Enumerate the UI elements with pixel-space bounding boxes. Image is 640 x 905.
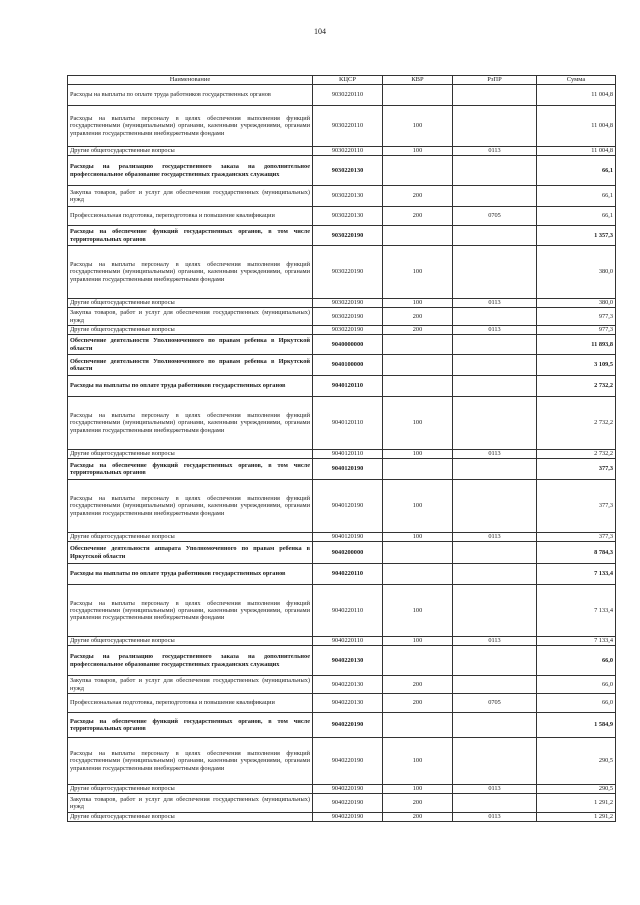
cell-sum: 66,0	[537, 646, 616, 676]
cell-kvr: 100	[383, 533, 453, 542]
table-row	[68, 207, 616, 226]
table-row	[68, 813, 616, 822]
cell-rzpr	[453, 480, 537, 533]
cell-kcsr: 9040120110	[313, 376, 383, 397]
cell-name: Другие общегосударственные вопросы	[68, 299, 313, 308]
table-row	[68, 156, 616, 186]
cell-kcsr: 9040220130	[313, 676, 383, 694]
table-row	[68, 542, 616, 564]
cell-sum: 8 784,3	[537, 542, 616, 564]
cell-sum: 11 004,8	[537, 147, 616, 156]
cell-sum: 66,1	[537, 186, 616, 207]
cell-name: Другие общегосударственные вопросы	[68, 147, 313, 156]
table-row	[68, 226, 616, 246]
table-row	[68, 147, 616, 156]
table-row	[68, 299, 616, 308]
cell-kvr: 100	[383, 106, 453, 147]
cell-kcsr: 9030220130	[313, 207, 383, 226]
cell-kvr	[383, 713, 453, 738]
cell-kcsr: 9040220130	[313, 646, 383, 676]
cell-kcsr: 9040120190	[313, 533, 383, 542]
table-row	[68, 397, 616, 450]
cell-rzpr	[453, 676, 537, 694]
table-row	[68, 637, 616, 646]
cell-sum: 377,3	[537, 533, 616, 542]
cell-sum: 66,1	[537, 207, 616, 226]
cell-name: Расходы на обеспечение функций государственных органов, в том числе территориальных органов	[68, 713, 313, 738]
table-row	[68, 450, 616, 459]
cell-sum: 380,0	[537, 246, 616, 299]
cell-kcsr: 9040220190	[313, 794, 383, 813]
cell-rzpr	[453, 308, 537, 326]
cell-rzpr: 0113	[453, 299, 537, 308]
table-row	[68, 564, 616, 585]
cell-rzpr: 0113	[453, 147, 537, 156]
cell-kcsr: 9030220190	[313, 226, 383, 246]
cell-name: Расходы на обеспечение функций государственных органов, в том числе территориальных органов	[68, 226, 313, 246]
cell-kvr: 100	[383, 397, 453, 450]
cell-kvr	[383, 459, 453, 480]
table-row	[68, 335, 616, 355]
table-row	[68, 585, 616, 637]
cell-name: Закупка товаров, работ и услуг для обеспечения государственных (муниципальных) нужд	[68, 186, 313, 207]
cell-name: Расходы на реализацию государственного заказа на дополнительное профессиональное образование государственных гражданских служащих	[68, 156, 313, 186]
cell-name: Другие общегосударственные вопросы	[68, 450, 313, 459]
table-body	[68, 85, 616, 822]
cell-kvr: 100	[383, 147, 453, 156]
cell-kvr	[383, 376, 453, 397]
cell-rzpr: 0113	[453, 326, 537, 335]
cell-kvr: 200	[383, 207, 453, 226]
cell-name: Расходы на выплаты по оплате труда работников государственных органов	[68, 564, 313, 585]
cell-kcsr: 9040220130	[313, 694, 383, 713]
budget-table	[67, 75, 616, 822]
cell-name: Расходы на выплаты персоналу в целях обеспечения выполнения функций государственными (муниципальными) органами, казенными учреждениями, органами управления государственными внебюджетными фондами	[68, 585, 313, 637]
table-row	[68, 785, 616, 794]
cell-name: Закупка товаров, работ и услуг для обеспечения государственных (муниципальных) нужд	[68, 308, 313, 326]
cell-name: Другие общегосударственные вопросы	[68, 637, 313, 646]
cell-kvr: 200	[383, 676, 453, 694]
cell-kcsr: 9040120190	[313, 480, 383, 533]
cell-rzpr: 0113	[453, 813, 537, 822]
cell-rzpr	[453, 226, 537, 246]
cell-kvr: 100	[383, 637, 453, 646]
cell-name: Расходы на обеспечение функций государственных органов, в том числе территориальных органов	[68, 459, 313, 480]
cell-rzpr	[453, 646, 537, 676]
cell-rzpr: 0113	[453, 637, 537, 646]
cell-kvr: 200	[383, 308, 453, 326]
cell-name: Другие общегосударственные вопросы	[68, 533, 313, 542]
cell-kcsr: 9030220190	[313, 308, 383, 326]
cell-kvr: 100	[383, 738, 453, 785]
cell-sum: 2 732,2	[537, 450, 616, 459]
cell-kvr	[383, 646, 453, 676]
table-row	[68, 713, 616, 738]
cell-name: Обеспечение деятельности Уполномоченного по правам ребенка в Иркутской области	[68, 335, 313, 355]
cell-sum: 290,5	[537, 785, 616, 794]
cell-rzpr	[453, 794, 537, 813]
cell-name: Расходы на выплаты персоналу в целях обеспечения выполнения функций государственными (муниципальными) органами, казенными учреждениями, органами управления государственными внебюджетными фондами	[68, 106, 313, 147]
header-sum: Сумма	[537, 76, 616, 85]
cell-sum: 7 133,4	[537, 637, 616, 646]
cell-name: Другие общегосударственные вопросы	[68, 326, 313, 335]
cell-kvr: 100	[383, 246, 453, 299]
cell-kcsr: 9040120110	[313, 397, 383, 450]
cell-rzpr: 0705	[453, 207, 537, 226]
cell-kcsr: 9040100000	[313, 355, 383, 376]
header-rzpr: РзПР	[453, 76, 537, 85]
table-row	[68, 308, 616, 326]
cell-sum: 7 133,4	[537, 564, 616, 585]
cell-name: Обеспечение деятельности Уполномоченного по правам ребенка в Иркутской области	[68, 355, 313, 376]
cell-sum: 66,0	[537, 694, 616, 713]
table-row	[68, 646, 616, 676]
cell-rzpr	[453, 542, 537, 564]
cell-kcsr: 9030220130	[313, 186, 383, 207]
cell-rzpr	[453, 585, 537, 637]
header-kcsr: КЦСР	[313, 76, 383, 85]
cell-rzpr	[453, 156, 537, 186]
table-row	[68, 694, 616, 713]
cell-kcsr: 9040220190	[313, 813, 383, 822]
table-header-row	[68, 76, 616, 85]
cell-name: Расходы на выплаты по оплате труда работников государственных органов	[68, 376, 313, 397]
cell-rzpr	[453, 186, 537, 207]
cell-kvr	[383, 85, 453, 106]
cell-kcsr: 9040220110	[313, 637, 383, 646]
cell-kvr	[383, 226, 453, 246]
cell-name: Профессиональная подготовка, переподготовка и повышение квалификации	[68, 694, 313, 713]
cell-kvr: 200	[383, 813, 453, 822]
cell-sum: 2 732,2	[537, 376, 616, 397]
cell-sum: 290,5	[537, 738, 616, 785]
cell-sum: 1 584,9	[537, 713, 616, 738]
cell-kcsr: 9040200000	[313, 542, 383, 564]
cell-rzpr	[453, 738, 537, 785]
table-row	[68, 480, 616, 533]
cell-kcsr: 9040000000	[313, 335, 383, 355]
cell-kvr: 200	[383, 186, 453, 207]
cell-kvr: 100	[383, 299, 453, 308]
cell-rzpr	[453, 355, 537, 376]
cell-sum: 377,3	[537, 459, 616, 480]
cell-sum: 66,1	[537, 156, 616, 186]
cell-sum: 977,3	[537, 308, 616, 326]
cell-kvr: 100	[383, 450, 453, 459]
cell-kcsr: 9030220110	[313, 147, 383, 156]
cell-kvr: 100	[383, 785, 453, 794]
cell-rzpr	[453, 397, 537, 450]
cell-kcsr: 9040220110	[313, 585, 383, 637]
cell-name: Закупка товаров, работ и услуг для обеспечения государственных (муниципальных) нужд	[68, 794, 313, 813]
cell-name: Расходы на выплаты персоналу в целях обеспечения выполнения функций государственными (муниципальными) органами, казенными учреждениями, органами управления государственными внебюджетными фондами	[68, 397, 313, 450]
cell-kvr	[383, 564, 453, 585]
cell-kvr: 100	[383, 480, 453, 533]
cell-sum: 380,0	[537, 299, 616, 308]
table-row	[68, 326, 616, 335]
cell-kcsr: 9030220190	[313, 299, 383, 308]
cell-kcsr: 9040120110	[313, 450, 383, 459]
cell-kcsr: 9040220110	[313, 564, 383, 585]
table-row	[68, 355, 616, 376]
cell-kcsr: 9040220190	[313, 713, 383, 738]
cell-name: Профессиональная подготовка, переподготовка и повышение квалификации	[68, 207, 313, 226]
cell-name: Расходы на реализацию государственного заказа на дополнительное профессиональное образование государственных гражданских служащих	[68, 646, 313, 676]
cell-kcsr: 9030220190	[313, 326, 383, 335]
cell-name: Расходы на выплаты персоналу в целях обеспечения выполнения функций государственными (муниципальными) органами, казенными учреждениями, органами управления государственными внебюджетными фондами	[68, 738, 313, 785]
cell-rzpr	[453, 564, 537, 585]
table-row	[68, 533, 616, 542]
table-row	[68, 186, 616, 207]
cell-rzpr: 0705	[453, 694, 537, 713]
cell-rzpr	[453, 376, 537, 397]
table-row	[68, 106, 616, 147]
cell-kcsr: 9040220190	[313, 738, 383, 785]
table-row	[68, 794, 616, 813]
table-row	[68, 676, 616, 694]
cell-rzpr: 0113	[453, 785, 537, 794]
cell-kvr	[383, 156, 453, 186]
cell-name: Обеспечение деятельности аппарата Уполномоченного по правам ребенка в Иркутской области	[68, 542, 313, 564]
cell-rzpr	[453, 85, 537, 106]
table-row	[68, 376, 616, 397]
cell-kcsr: 9040120190	[313, 459, 383, 480]
cell-kcsr: 9040220190	[313, 785, 383, 794]
cell-sum: 1 291,2	[537, 813, 616, 822]
cell-sum: 1 357,3	[537, 226, 616, 246]
cell-kcsr: 9030220110	[313, 85, 383, 106]
cell-kcsr: 9030220130	[313, 156, 383, 186]
cell-name: Закупка товаров, работ и услуг для обеспечения государственных (муниципальных) нужд	[68, 676, 313, 694]
cell-sum: 66,0	[537, 676, 616, 694]
cell-kvr	[383, 542, 453, 564]
cell-kcsr: 9030220110	[313, 106, 383, 147]
table-row	[68, 738, 616, 785]
cell-rzpr	[453, 459, 537, 480]
cell-rzpr: 0113	[453, 450, 537, 459]
cell-kvr	[383, 335, 453, 355]
cell-name: Другие общегосударственные вопросы	[68, 785, 313, 794]
cell-rzpr	[453, 106, 537, 147]
cell-kvr: 200	[383, 794, 453, 813]
cell-sum: 2 732,2	[537, 397, 616, 450]
cell-kvr: 200	[383, 694, 453, 713]
cell-name: Расходы на выплаты по оплате труда работников государственных органов	[68, 85, 313, 106]
cell-sum: 3 109,5	[537, 355, 616, 376]
cell-rzpr	[453, 335, 537, 355]
cell-sum: 377,3	[537, 480, 616, 533]
table-row	[68, 459, 616, 480]
cell-name: Расходы на выплаты персоналу в целях обеспечения выполнения функций государственными (муниципальными) органами, казенными учреждениями, органами управления государственными внебюджетными фондами	[68, 246, 313, 299]
cell-name: Расходы на выплаты персоналу в целях обеспечения выполнения функций государственными (муниципальными) органами, казенными учреждениями, органами управления государственными внебюджетными фондами	[68, 480, 313, 533]
cell-sum: 977,3	[537, 326, 616, 335]
cell-sum: 7 133,4	[537, 585, 616, 637]
cell-kvr: 100	[383, 585, 453, 637]
cell-kvr	[383, 355, 453, 376]
table-row	[68, 85, 616, 106]
cell-sum: 11 004,8	[537, 85, 616, 106]
cell-rzpr: 0113	[453, 533, 537, 542]
cell-kcsr: 9030220190	[313, 246, 383, 299]
cell-sum: 1 291,2	[537, 794, 616, 813]
cell-kvr: 200	[383, 326, 453, 335]
cell-sum: 11 893,8	[537, 335, 616, 355]
cell-sum: 11 004,8	[537, 106, 616, 147]
table-row	[68, 246, 616, 299]
cell-name: Другие общегосударственные вопросы	[68, 813, 313, 822]
page-number: 104	[314, 27, 326, 36]
cell-rzpr	[453, 713, 537, 738]
cell-rzpr	[453, 246, 537, 299]
header-kvr: КВР	[383, 76, 453, 85]
header-name: Наименование	[68, 76, 313, 85]
